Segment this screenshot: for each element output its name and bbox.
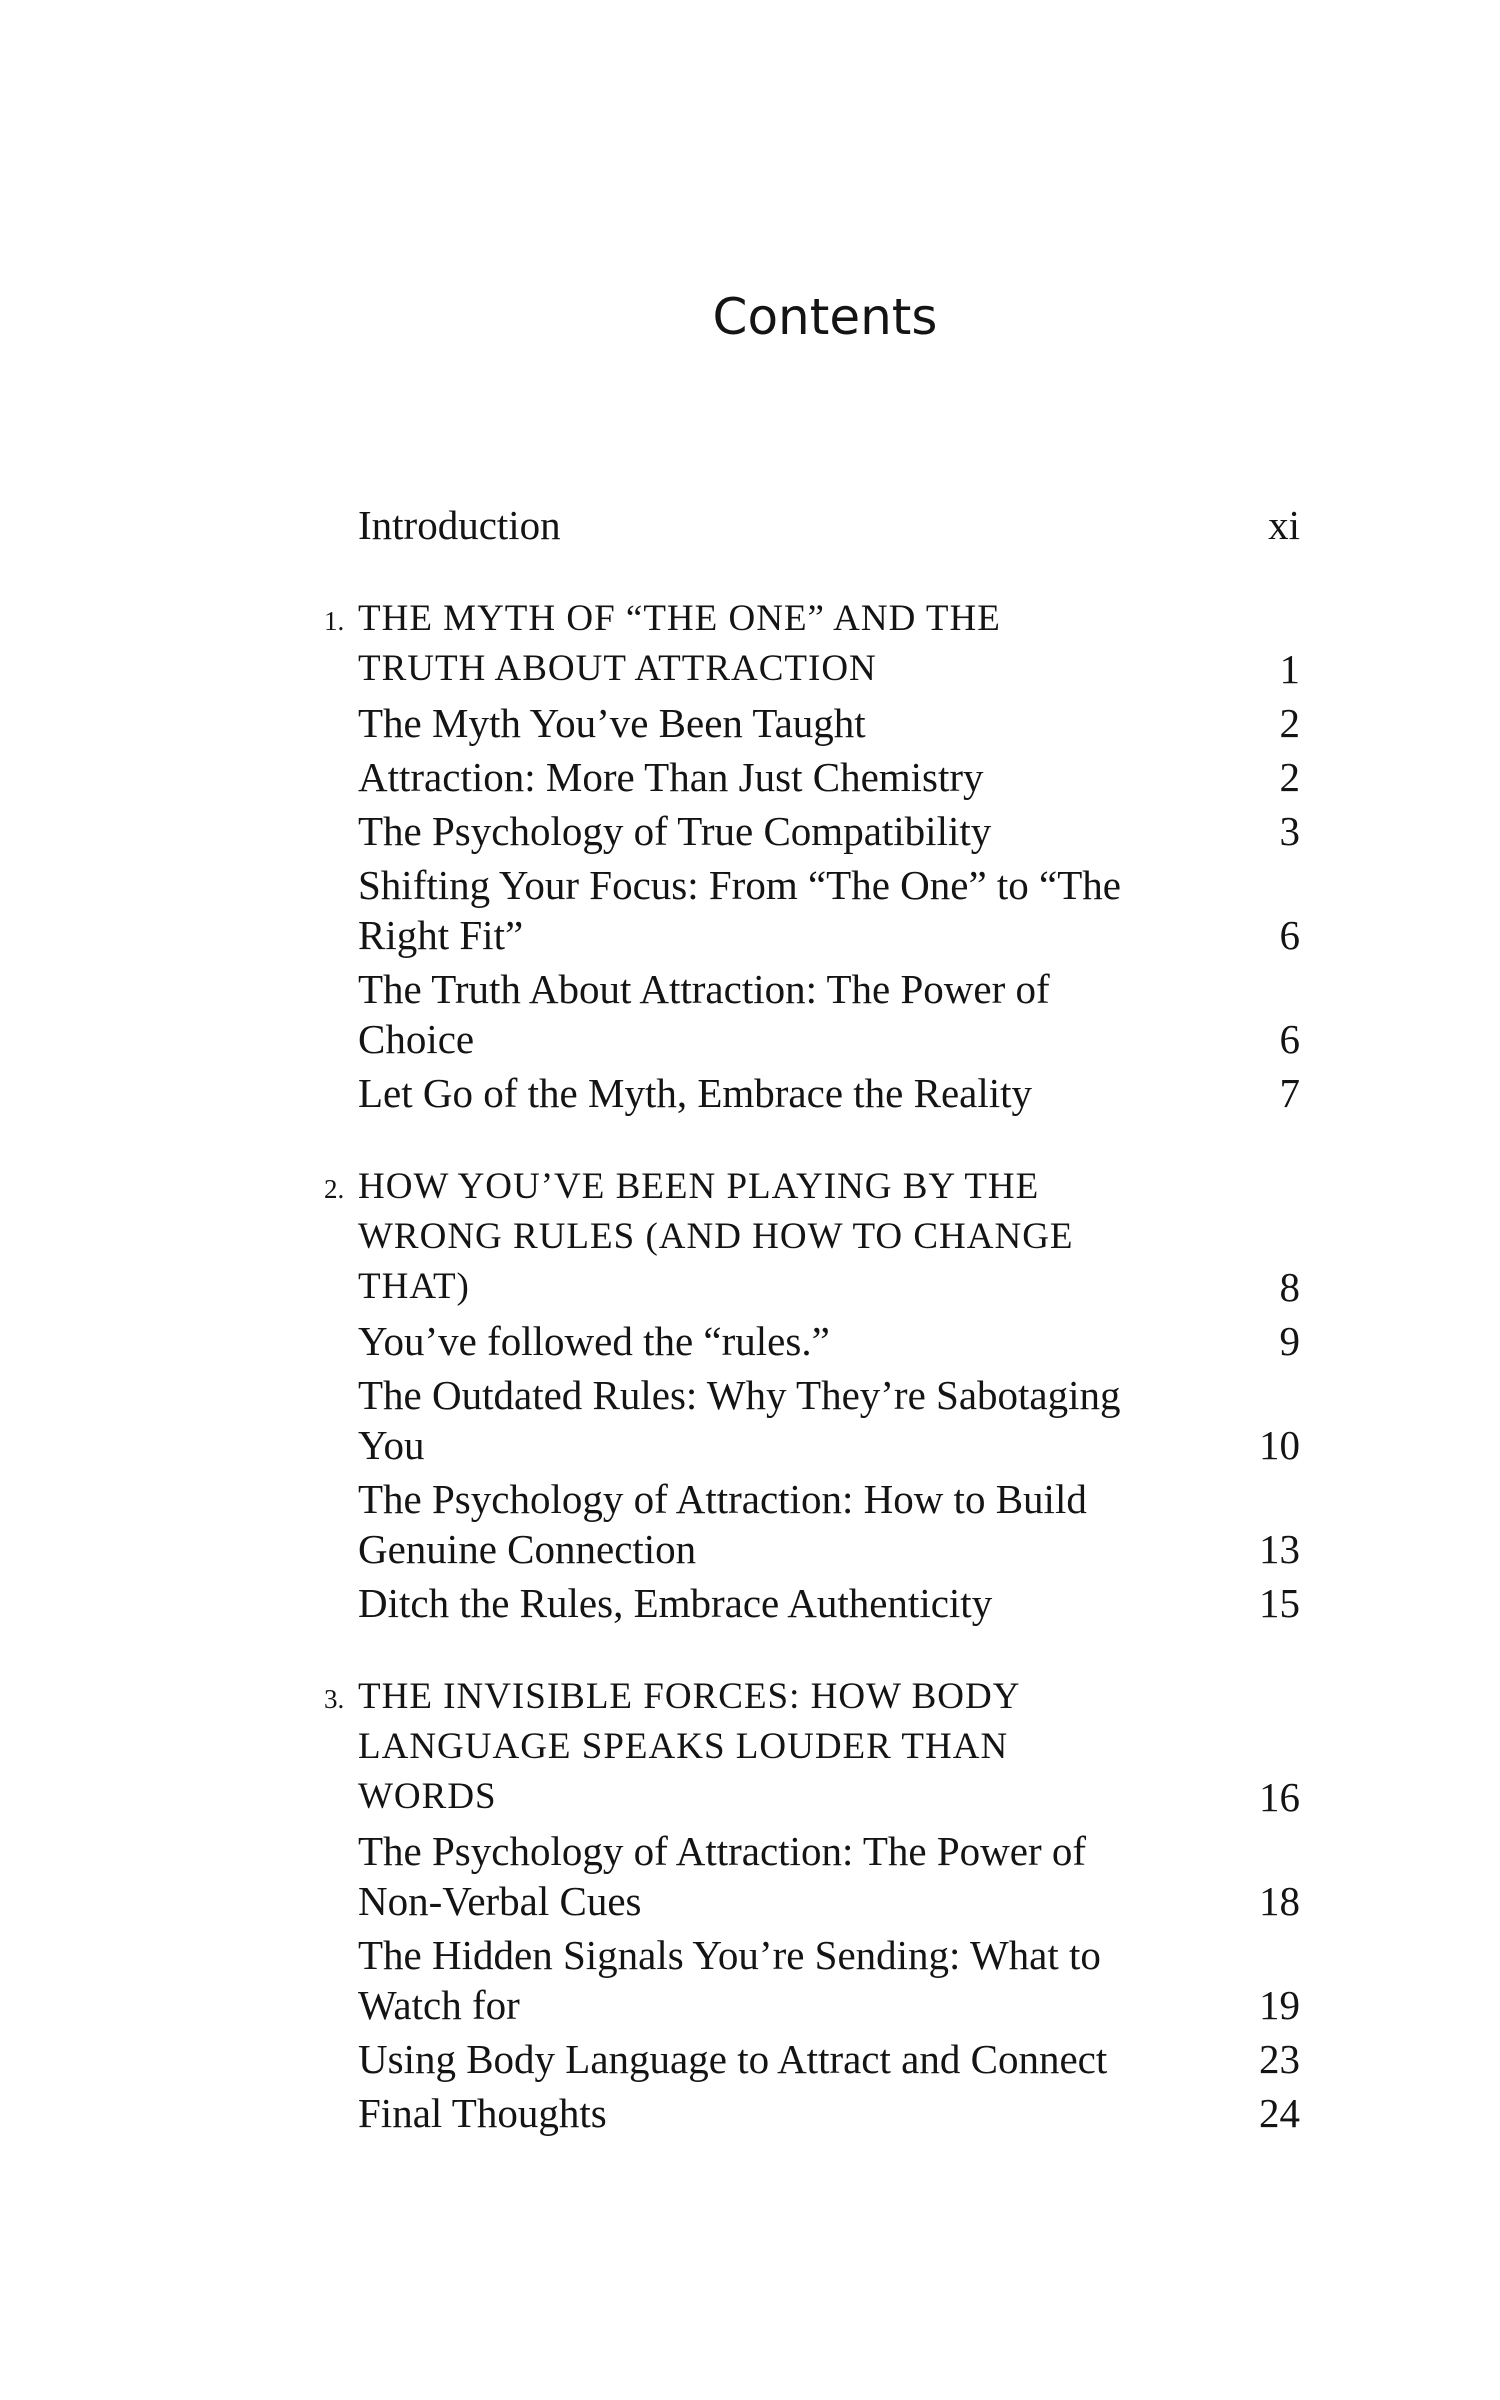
toc-entry-page: 2 xyxy=(1279,754,1300,800)
toc-entry-page: 13 xyxy=(1259,1526,1300,1572)
toc-entry-label: The Hidden Signals You’re Sending: What to Watch for xyxy=(358,1932,1101,2028)
toc-entry-page: 18 xyxy=(1259,1878,1300,1924)
page-title: Contents xyxy=(712,288,938,346)
toc-entry-page: 19 xyxy=(1259,1982,1300,2028)
toc-entry-label: Let Go of the Myth, Embrace the Reality xyxy=(358,1070,1033,1116)
chapter-heading-1[interactable] xyxy=(324,594,1300,694)
toc-entry[interactable] xyxy=(324,964,1300,1064)
toc-entry-label: The Truth About Attraction: The Power of Choice xyxy=(358,966,1050,1062)
toc-entry-page: 23 xyxy=(1259,2036,1300,2082)
toc-entry[interactable] xyxy=(324,1826,1300,1926)
toc-entry-label: The Psychology of Attraction: The Power of Non-Verbal Cues xyxy=(358,1828,1087,1924)
toc-entry[interactable] xyxy=(324,1930,1300,2030)
chapter-page: 16 xyxy=(1259,1774,1300,1820)
toc-entry[interactable] xyxy=(324,752,1300,802)
toc-entry-label: The Psychology of True Compatibility xyxy=(358,808,992,854)
toc-entry-label: Introduction xyxy=(358,502,561,548)
chapter-page: 1 xyxy=(1279,646,1300,692)
toc-entry[interactable] xyxy=(324,1578,1300,1628)
chapter-number: 1. xyxy=(324,606,345,636)
toc-entry[interactable] xyxy=(324,2088,1300,2138)
toc-entry-label: The Myth You’ve Been Taught xyxy=(358,700,866,746)
toc-entry-page: 6 xyxy=(1279,1016,1300,1062)
toc-entry-page: 15 xyxy=(1259,1580,1300,1626)
toc-entry-page: 24 xyxy=(1259,2090,1300,2136)
toc-entry-page: 9 xyxy=(1279,1318,1300,1364)
toc-entry-page: xi xyxy=(1268,502,1300,548)
toc-entry-page: 2 xyxy=(1279,700,1300,746)
toc-entry-page: 3 xyxy=(1279,808,1300,854)
toc-entry[interactable] xyxy=(324,860,1300,960)
toc-entry[interactable] xyxy=(324,806,1300,856)
toc-entry-introduction[interactable] xyxy=(324,500,1300,550)
toc-entry-label: Shifting Your Focus: From “The One” to “The Right Fit” xyxy=(358,862,1121,958)
toc-entry-page: 10 xyxy=(1259,1422,1300,1468)
toc-entry[interactable] xyxy=(324,2034,1300,2084)
chapter-page: 8 xyxy=(1279,1264,1300,1310)
table-of-contents xyxy=(324,500,1300,2142)
chapter-title: THE INVISIBLE FORCES: HOW BODY LANGUAGE SPEAKS LOUDER THAN WORDS xyxy=(358,1676,1020,1817)
toc-entry-page: 6 xyxy=(1279,912,1300,958)
toc-entry-label: The Psychology of Attraction: How to Build Genuine Connection xyxy=(358,1476,1087,1572)
toc-entry-label: Ditch the Rules, Embrace Authenticity xyxy=(358,1580,993,1626)
toc-entry[interactable] xyxy=(324,1068,1300,1118)
chapter-heading-3[interactable] xyxy=(324,1672,1300,1822)
chapter-heading-2[interactable] xyxy=(324,1162,1300,1312)
toc-entry-label: The Outdated Rules: Why They’re Sabotaging You xyxy=(358,1372,1121,1468)
toc-entry-label: Using Body Language to Attract and Connect xyxy=(358,2036,1108,2082)
toc-entry[interactable] xyxy=(324,1316,1300,1366)
toc-entry-label: You’ve followed the “rules.” xyxy=(358,1318,830,1364)
chapter-title: THE MYTH OF “THE ONE” AND THE TRUTH ABOUT ATTRACTION xyxy=(358,598,1001,689)
toc-entry[interactable] xyxy=(324,1474,1300,1574)
toc-entry-page: 7 xyxy=(1279,1070,1300,1116)
toc-entry-label: Attraction: More Than Just Chemistry xyxy=(358,754,984,800)
toc-entry[interactable] xyxy=(324,698,1300,748)
chapter-number: 3. xyxy=(324,1684,345,1714)
toc-entry-label: Final Thoughts xyxy=(358,2090,607,2136)
chapter-number: 2. xyxy=(324,1174,345,1204)
chapter-title: HOW YOU’VE BEEN PLAYING BY THE WRONG RULES (AND HOW TO CHANGE THAT) xyxy=(358,1166,1074,1307)
toc-entry[interactable] xyxy=(324,1370,1300,1470)
